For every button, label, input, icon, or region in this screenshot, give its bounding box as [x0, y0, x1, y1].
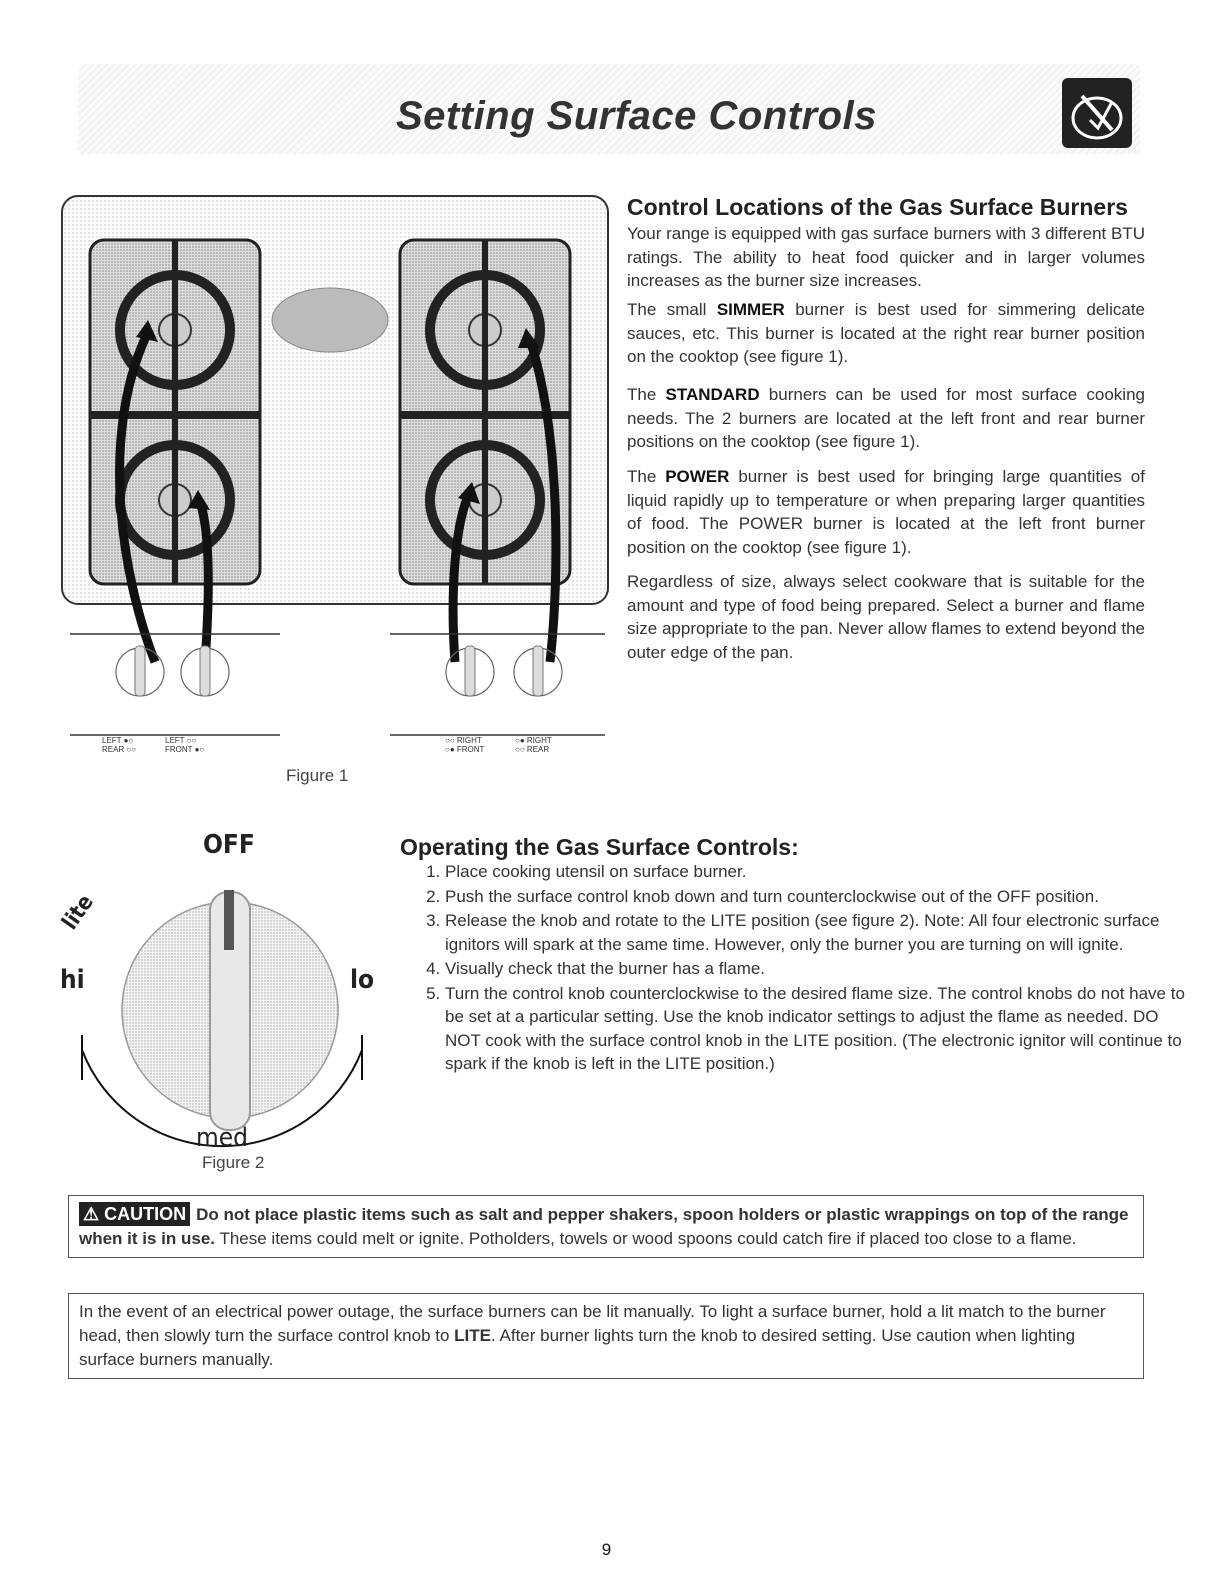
power-outage-text: In the event of an electrical power outage, the surface burners can be lit manually. To light a surface burner, hold a lit match to the burner head, then slowly turn the surface control knob to LITE. After burner lights turn the knob to desired setting. Use caution when lighting surface burners manually.	[79, 1302, 1106, 1369]
step-5: 5. Turn the control knob counterclockwise to the desired flame size. The control knobs do not have to be set at a particular setting. Use the knob indicator settings to adjust the flame as needed. DO NOT cook with the surface control knob in the LITE position. (The electronic ignitor will continue to spark if the knob is left in the LITE position.)	[445, 982, 1190, 1076]
right-rear-label: ○● RIGHT ○○ REAR	[515, 736, 552, 754]
pot-spoon-icon	[1062, 78, 1132, 148]
locations-heading: Control Locations of the Gas Surface Burners	[627, 194, 1128, 220]
locations-paragraph-4: The POWER burner is best used for bringing large quantities of liquid rapidly up to temperature or when preparing larger quantities of food. The POWER burner is located at the left front burner position on the cooktop (see figure 1).	[627, 467, 1145, 557]
locations-paragraph-3: The STANDARD burners can be used for most surface cooking needs. The 2 burners are located at the left front and rear burner positions on the cooktop (see figure 1).	[627, 385, 1145, 451]
header-banner	[78, 64, 1140, 154]
right-front-label: ○○ RIGHT ○● FRONT	[445, 736, 485, 754]
caution-box	[68, 1195, 1144, 1258]
page-number: 9	[601, 1540, 612, 1559]
step-1: 1. Place cooking utensil on surface burner.	[445, 860, 1190, 884]
locations-paragraph-1: Your range is equipped with gas surface burners with 3 different BTU ratings. The ability to heat food quicker and in larger volumes increases as the burner size increases.	[627, 224, 1145, 290]
figure-1-cooktop	[60, 192, 620, 792]
page-title: Setting Surface Controls	[396, 94, 877, 138]
left-rear-label: LEFT ●○ REAR ○○	[102, 736, 137, 754]
figure-1-caption: Figure 1	[286, 766, 349, 785]
step-3: 3. Release the knob and rotate to the LITE position (see figure 2). Note: All four electronic surface ignitors will spark at the same time. However, only the burner you are turning on will ignite.	[445, 909, 1190, 956]
step-4: 4. Visually check that the burner has a flame.	[445, 957, 1190, 981]
left-front-label: LEFT ○○ FRONT ●○	[165, 736, 205, 754]
figure-2-caption: Figure 2	[202, 1153, 265, 1172]
locations-paragraph-5: Regardless of size, always select cookware that is suitable for the amount and type of food being prepared. Select a burner and flame size appropriate to the pan. Never allow flames to extend beyond the outer edge of the pan.	[627, 572, 1145, 662]
step-2: 2. Push the surface control knob down and turn counterclockwise out of the OFF position.	[445, 885, 1190, 909]
operating-steps	[400, 860, 1190, 1077]
caution-badge: ⚠ CAUTION	[79, 1202, 190, 1226]
figure-2-knob	[57, 830, 380, 1180]
power-outage-box	[68, 1293, 1144, 1379]
off-label: OFF	[203, 830, 255, 860]
med-label: med	[196, 1123, 249, 1153]
caution-text: ⚠ CAUTION Do not place plastic items such as salt and pepper shakers, spoon holders or plastic wrappings on top of the range when it is in use. These items could melt or ignite. Potholders, towels or wood spoons could catch fire if placed too close to a flame.	[79, 1204, 1129, 1248]
locations-paragraph-2: The small SIMMER burner is best used for simmering delicate sauces, etc. This burner is located at the right rear burner position on the cooktop (see figure 1).	[627, 300, 1145, 366]
lite-label: lite	[57, 890, 99, 935]
left-grate	[90, 240, 260, 584]
operating-heading: Operating the Gas Surface Controls:	[400, 834, 799, 860]
hi-label: hi	[60, 965, 85, 995]
lo-label: lo	[350, 965, 375, 995]
